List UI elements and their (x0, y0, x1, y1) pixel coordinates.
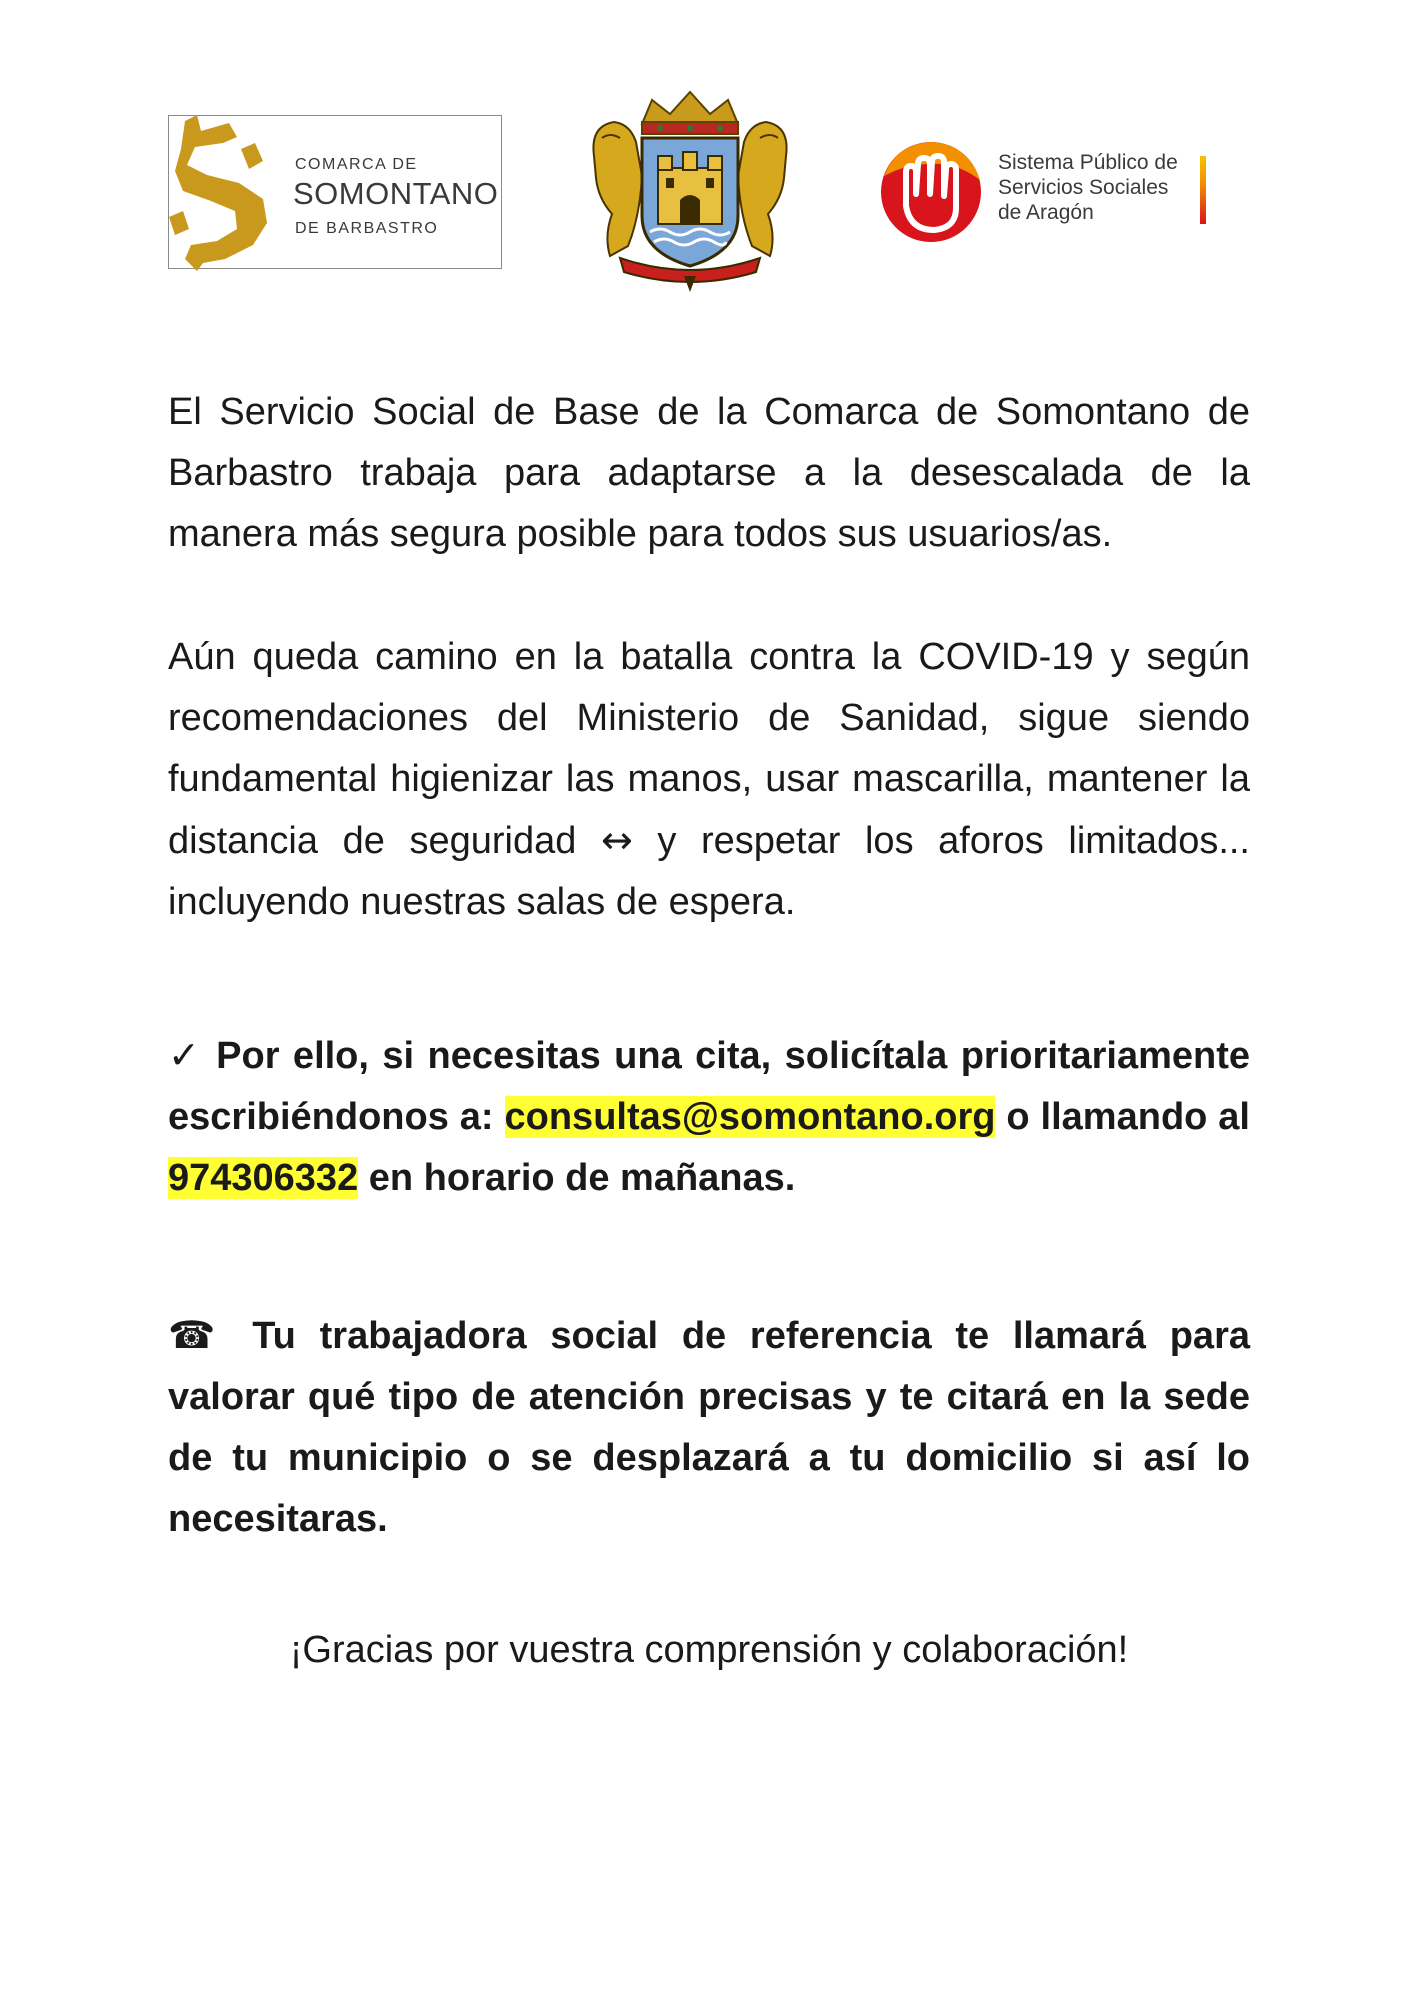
checkmark-icon: ✓ (168, 1033, 203, 1077)
aragon-logo-line2: Servicios Sociales (998, 176, 1169, 199)
appointment-text-part3: en horario de mañanas. (358, 1157, 796, 1199)
coat-of-arms-icon (580, 86, 800, 296)
aragon-color-bar (1200, 156, 1206, 224)
hand-heart-logo-icon (876, 136, 986, 246)
comarca-logo-line2: SOMONTANO (293, 176, 499, 211)
email-address-link[interactable]: consultas@somontano.org (504, 1096, 996, 1138)
closing-thanks: ¡Gracias por vuestra comprensión y colaboración! (289, 1629, 1129, 1671)
aragon-logo-line1: Sistema Público de (998, 151, 1178, 174)
covid-text-part1: Aún queda camino en la batalla contra la COVID-19 y según recomendaciones del Ministerio de Sanidad, sigue siendo fundamental higienizar las manos, usar mascarilla, mantener la distancia de seguridad (168, 636, 1250, 862)
comarca-s-logo-icon (167, 113, 279, 273)
phone-number-link[interactable]: 974306332 (168, 1157, 359, 1199)
aragon-logo-text (998, 150, 1178, 225)
aragon-servicios-sociales-logo (876, 136, 1216, 246)
covid-text-part2: y respetar los aforos limitados... incluyendo nuestras salas de espera. (168, 820, 1250, 923)
intro-paragraph: El Servicio Social de Base de la Comarca de Somontano de Barbastro trabaja para adaptarse a la desescalada de la manera más segura posible para todos sus usuarios/as. (168, 391, 1250, 555)
appointment-paragraph (168, 1025, 1250, 1209)
appointment-text-part2: o llamando al (995, 1096, 1250, 1138)
aragon-logo-line3: de Aragón (998, 201, 1094, 224)
two-way-arrow-icon: ↔ (600, 818, 633, 862)
barbastro-crest (580, 86, 800, 296)
appointment-text-part1: Por ello, si necesitas una cita, solicítala prioritariamente escribiéndonos a: (168, 1035, 1250, 1138)
social-worker-paragraph (168, 1305, 1250, 1550)
comarca-logo-line3: DE BARBASTRO (295, 220, 439, 237)
social-worker-text: Tu trabajadora social de referencia te llamará para valorar qué tipo de atención precisas y te citará en la sede de tu municipio o se desplazará a tu domicilio si así lo necesitaras. (168, 1315, 1250, 1540)
comarca-logo-line1: COMARCA DE (295, 156, 418, 173)
comarca-somontano-logo (168, 115, 502, 269)
covid-recommendations-paragraph (168, 627, 1250, 933)
telephone-icon: ☎ (168, 1313, 229, 1357)
